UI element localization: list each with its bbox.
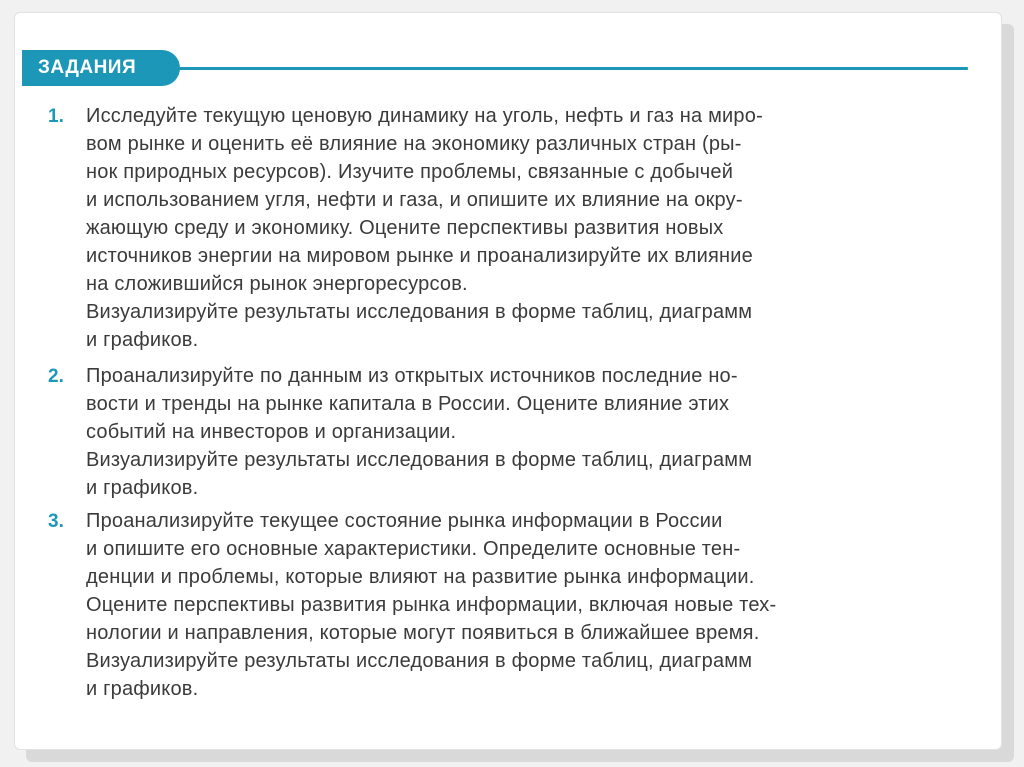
task-text-line: вом рынке и оценить её влияние на экономику различных стран (ры- bbox=[86, 133, 742, 155]
task-text-line: вости и тренды на рынке капитала в России. Оцените влияние этих bbox=[86, 393, 730, 415]
task-text-line: на сложившийся рынок энергоресурсов. bbox=[86, 273, 468, 295]
task-text-line: Оцените перспективы развития рынка информации, включая новые тех- bbox=[86, 594, 777, 616]
task-number: 1. bbox=[48, 106, 64, 127]
task-text-line: и использованием угля, нефти и газа, и опишите их влияние на окру- bbox=[86, 189, 743, 211]
task-text-line: и графиков. bbox=[86, 678, 199, 700]
task-text-line: Визуализируйте результаты исследования в форме таблиц, диаграмм bbox=[86, 449, 753, 471]
task-text-line: Исследуйте текущую ценовую динамику на уголь, нефть и газ на миро- bbox=[86, 105, 763, 127]
task-number: 2. bbox=[48, 366, 64, 387]
task-text-line: нологии и направления, которые могут появиться в ближайшее время. bbox=[86, 622, 760, 644]
task-text-line: Проанализируйте по данным из открытых источников последние но- bbox=[86, 365, 738, 387]
task-text-line: жающую среду и экономику. Оцените перспективы развития новых bbox=[86, 217, 724, 239]
task-text-line: и графиков. bbox=[86, 477, 199, 499]
section-header-rule bbox=[178, 67, 968, 70]
task-text-line: Визуализируйте результаты исследования в форме таблиц, диаграмм bbox=[86, 650, 753, 672]
task-text-line: и графиков. bbox=[86, 329, 199, 351]
task-number: 3. bbox=[48, 511, 64, 532]
task-text-line: событий на инвесторов и организации. bbox=[86, 421, 457, 443]
task-text-line: денции и проблемы, которые влияют на развитие рынка информации. bbox=[86, 566, 755, 588]
task-text-line: Проанализируйте текущее состояние рынка информации в России bbox=[86, 510, 723, 532]
task-text-line: Визуализируйте результаты исследования в форме таблиц, диаграмм bbox=[86, 301, 753, 323]
task-text-line: и опишите его основные характеристики. Определите основные тен- bbox=[86, 538, 741, 560]
task-text-line: нок природных ресурсов). Изучите проблемы, связанные с добычей bbox=[86, 161, 734, 183]
section-header-title: ЗАДАНИЯ bbox=[38, 57, 137, 78]
task-text-line: источников энергии на мировом рынке и проанализируйте их влияние bbox=[86, 245, 753, 267]
